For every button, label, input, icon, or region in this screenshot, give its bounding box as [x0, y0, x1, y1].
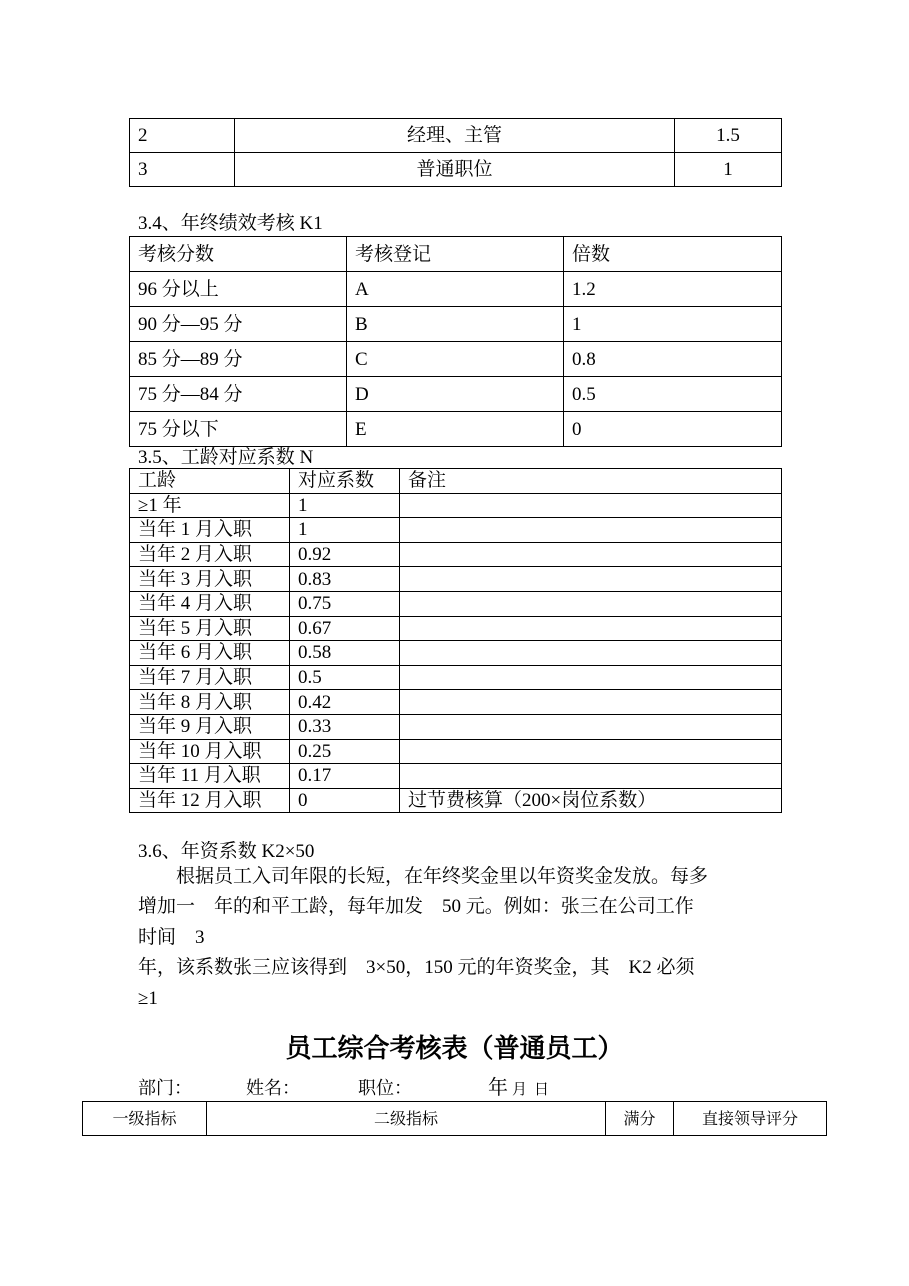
table-cell: ≥1 年 [130, 493, 290, 518]
table-cell: 当年 12 月入职 [130, 788, 290, 813]
table-cell: 0.8 [564, 342, 782, 377]
table-cell: 85 分—89 分 [130, 342, 347, 377]
table-cell: C [347, 342, 564, 377]
table-row [130, 119, 782, 153]
table-row [130, 542, 782, 567]
table-cell: 1 [290, 518, 400, 543]
table-cell: 90 分—95 分 [130, 307, 347, 342]
table-header-row [130, 469, 782, 494]
table-cell: 0 [564, 412, 782, 447]
table-cell [400, 764, 782, 789]
table-cell: 1.2 [564, 272, 782, 307]
table-cell: 倍数 [564, 237, 782, 272]
table-cell: D [347, 377, 564, 412]
table-cell [400, 641, 782, 666]
table-row [130, 665, 782, 690]
header-cell: 一级指标 [83, 1102, 207, 1136]
table-row [130, 690, 782, 715]
table-cell [400, 518, 782, 543]
form-title: 员工综合考核表（普通员工） [285, 1034, 624, 1064]
table-cell: 当年 11 月入职 [130, 764, 290, 789]
table-cell: 1.5 [675, 119, 782, 153]
section-3-6-paragraph [138, 862, 788, 1014]
table-row [130, 641, 782, 666]
assessment-form-table [82, 1101, 827, 1136]
department-label: 部门： [138, 1078, 192, 1098]
table-cell: E [347, 412, 564, 447]
table-cell: 0.17 [290, 764, 400, 789]
table-cell: 0.33 [290, 714, 400, 739]
day-label: 日 [534, 1082, 550, 1098]
table-cell [400, 542, 782, 567]
table-cell: 0.92 [290, 542, 400, 567]
table-cell: 当年 2 月入职 [130, 542, 290, 567]
table-cell: 当年 9 月入职 [130, 714, 290, 739]
performance-review-table [129, 236, 782, 447]
paragraph-line: 年，该系数张三应该得到 3×50，150 元的年资奖金，其 K2 必须 [138, 957, 695, 979]
section-3-4-heading: 3.4、年终绩效考核 K1 [138, 213, 323, 234]
table-header-row [83, 1102, 827, 1136]
table-cell: 0.42 [290, 690, 400, 715]
table-cell: 0.5 [290, 665, 400, 690]
table-row [130, 567, 782, 592]
header-cell: 二级指标 [207, 1102, 606, 1136]
table-cell: 当年 10 月入职 [130, 739, 290, 764]
table-cell: 1 [290, 493, 400, 518]
section-3-5-heading: 3.5、工龄对应系数 N [138, 447, 314, 468]
table-cell: 当年 4 月入职 [130, 591, 290, 616]
table-cell: 普通职位 [235, 153, 675, 187]
table-cell: 当年 1 月入职 [130, 518, 290, 543]
table-cell [400, 714, 782, 739]
form-meta-line [138, 1078, 549, 1098]
table-cell: 1 [564, 307, 782, 342]
table-cell: 0.83 [290, 567, 400, 592]
table-cell: 0.5 [564, 377, 782, 412]
table-row [130, 616, 782, 641]
table-row [130, 714, 782, 739]
paragraph-line: 根据员工入司年限的长短，在年终奖金里以年资奖金发放。每多 [138, 866, 709, 887]
year-label: 年 [488, 1077, 508, 1099]
table-cell: 考核登记 [347, 237, 564, 272]
table-cell: 0 [290, 788, 400, 813]
table-cell: 当年 3 月入职 [130, 567, 290, 592]
table-cell: 当年 8 月入职 [130, 690, 290, 715]
table-cell: 0.58 [290, 641, 400, 666]
header-cell: 满分 [606, 1102, 674, 1136]
header-cell: 直接领导评分 [674, 1102, 827, 1136]
table-cell: 备注 [400, 469, 782, 494]
table-cell: 当年 6 月入职 [130, 641, 290, 666]
table-cell: B [347, 307, 564, 342]
paragraph-line: ≥1 [138, 987, 158, 1009]
table-cell: 75 分—84 分 [130, 377, 347, 412]
name-label: 姓名： [246, 1078, 300, 1098]
table-cell: 工龄 [130, 469, 290, 494]
paragraph-line: 增加一 年的和平工龄，每年加发 50 元。例如：张三在公司工作 [138, 896, 694, 918]
seniority-coefficient-table [129, 468, 782, 813]
table-cell: A [347, 272, 564, 307]
table-cell: 考核分数 [130, 237, 347, 272]
table-row [130, 412, 782, 447]
paragraph-line: 时间 3 [138, 926, 205, 948]
table-cell: 0.75 [290, 591, 400, 616]
table-cell: 对应系数 [290, 469, 400, 494]
month-label: 月 [512, 1082, 528, 1098]
table-row [130, 307, 782, 342]
position-coefficient-table [129, 118, 782, 187]
table-row [130, 342, 782, 377]
table-row [130, 591, 782, 616]
section-3-6-heading: 3.6、年资系数 K2×50 [138, 841, 315, 862]
table-cell: 0.67 [290, 616, 400, 641]
table-cell [400, 690, 782, 715]
table-row [130, 272, 782, 307]
table-cell [400, 567, 782, 592]
table-cell: 3 [130, 153, 235, 187]
table-cell: 1 [675, 153, 782, 187]
table-row [130, 518, 782, 543]
table-row [130, 764, 782, 789]
position-label: 职位： [358, 1078, 412, 1098]
table-cell: 当年 7 月入职 [130, 665, 290, 690]
table-cell [400, 665, 782, 690]
table-row [130, 377, 782, 412]
table-cell: 过节费核算（200×岗位系数） [400, 788, 782, 813]
table-cell [400, 616, 782, 641]
table-header-row [130, 237, 782, 272]
table-cell [400, 591, 782, 616]
table-row [130, 153, 782, 187]
table-cell: 2 [130, 119, 235, 153]
table-row [130, 739, 782, 764]
table-cell: 经理、主管 [235, 119, 675, 153]
table-cell: 当年 5 月入职 [130, 616, 290, 641]
table-cell: 96 分以上 [130, 272, 347, 307]
table-row [130, 493, 782, 518]
table-cell: 0.25 [290, 739, 400, 764]
table-cell [400, 493, 782, 518]
table-cell [400, 739, 782, 764]
table-cell: 75 分以下 [130, 412, 347, 447]
table-row [130, 788, 782, 813]
